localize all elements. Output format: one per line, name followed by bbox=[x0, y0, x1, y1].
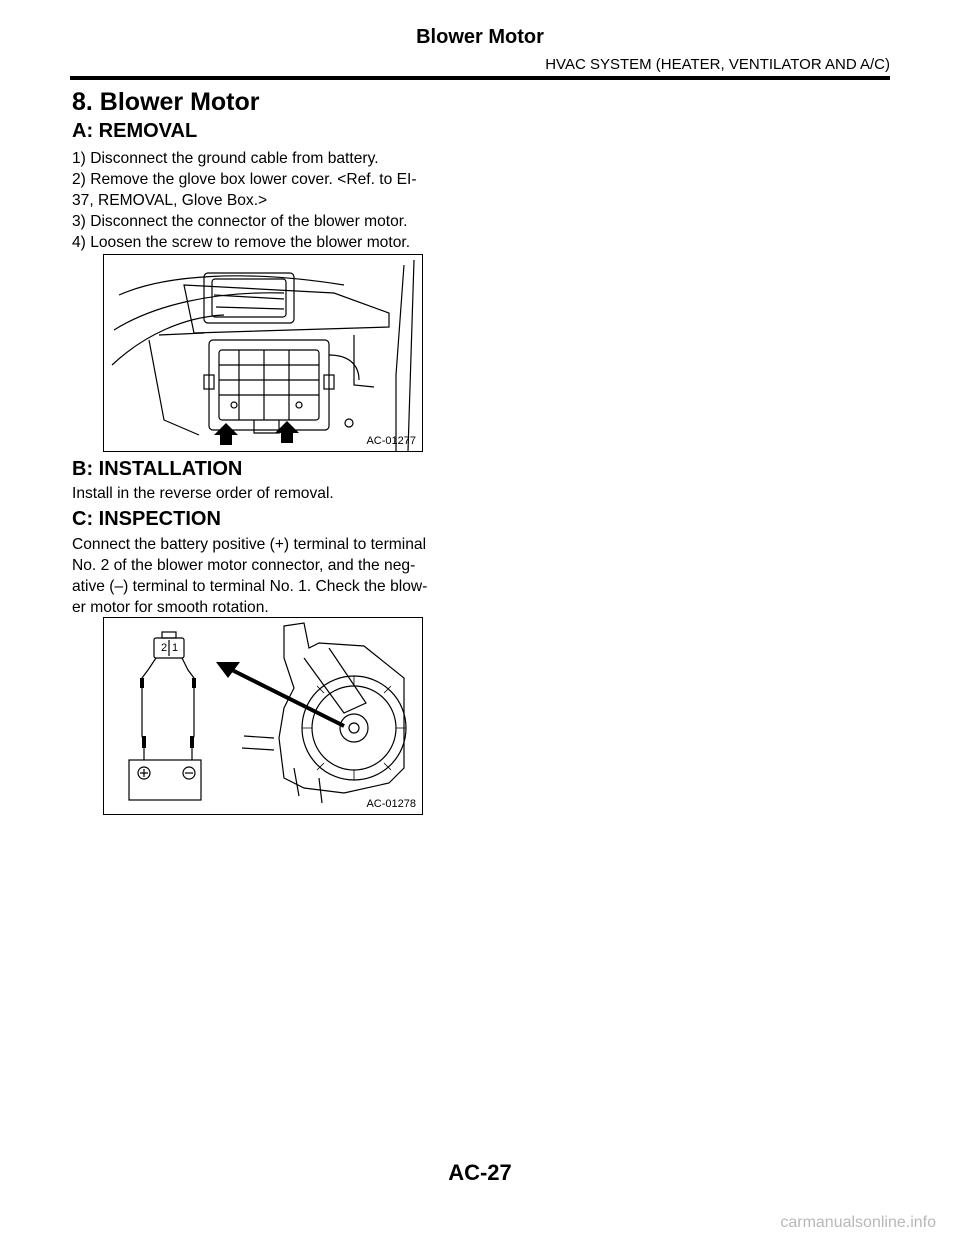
removal-step: 2) Remove the glove box lower cover. <Ref. to EI- bbox=[72, 171, 417, 188]
inspection-line: No. 2 of the blower motor connector, and the neg- bbox=[72, 557, 416, 574]
removal-step: 3) Disconnect the connector of the blower motor. bbox=[72, 213, 408, 230]
inspection-line: Connect the battery positive (+) terminal to terminal bbox=[72, 536, 427, 553]
inspection-line: er motor for smooth rotation. bbox=[72, 599, 269, 616]
removal-step: 37, REMOVAL, Glove Box.> bbox=[72, 192, 268, 209]
removal-figure-code: AC-01277 bbox=[366, 435, 416, 447]
section-title: 8. Blower Motor bbox=[72, 88, 260, 116]
removal-step: 1) Disconnect the ground cable from battery. bbox=[72, 150, 379, 167]
installation-text: Install in the reverse order of removal. bbox=[72, 485, 334, 502]
removal-heading: A: REMOVAL bbox=[72, 120, 198, 142]
page-number: AC-27 bbox=[448, 1160, 512, 1185]
inspection-figure bbox=[103, 617, 423, 815]
inspection-text bbox=[72, 534, 472, 618]
blower-motor-location-illustration bbox=[104, 255, 422, 451]
inspection-line: ative (–) terminal to terminal No. 1. Check the blow- bbox=[72, 578, 428, 595]
battery-test-illustration bbox=[104, 618, 422, 814]
header-rule bbox=[70, 76, 890, 80]
page-header-title: Blower Motor bbox=[416, 26, 544, 48]
installation-heading: B: INSTALLATION bbox=[72, 458, 243, 480]
inspection-figure-code: AC-01278 bbox=[366, 798, 416, 810]
watermark: carmanualsonline.info bbox=[780, 1214, 936, 1231]
removal-figure bbox=[103, 254, 423, 452]
connector-terminal-2: 2 bbox=[161, 642, 168, 654]
page-header-subtitle: HVAC SYSTEM (HEATER, VENTILATOR AND A/C) bbox=[545, 56, 890, 73]
inspection-heading: C: INSPECTION bbox=[72, 508, 221, 530]
removal-step: 4) Loosen the screw to remove the blower motor. bbox=[72, 234, 411, 251]
connector-terminal-1: 1 bbox=[172, 642, 179, 654]
removal-steps bbox=[72, 148, 472, 253]
